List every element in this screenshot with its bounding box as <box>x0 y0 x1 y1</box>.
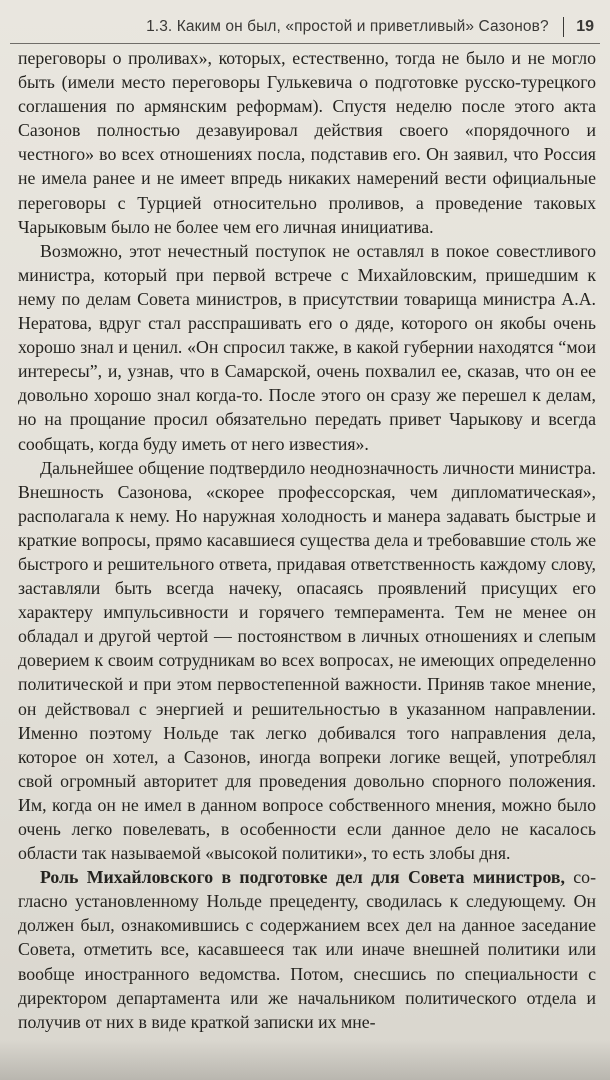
paragraph-1: переговоры о проливах», которых, естественно, тогда не было и не могло быть (имели место переговоры Гулькевича о подготовке русско-турецкого соглашения по армянским реформам). Спустя неделю после этого акта Сазонов полностью дезавуировал действия своего «порядочного и честного» во всех отношениях посла, подставив его. Он заявил, что Россия не имела ранее и не имеет впредь никаких намерений вести официальные переговоры с Турцией относительно проливов, а проведение таковых Чарыковым было не более чем его личная инициатива. <box>18 48 596 237</box>
body-text <box>18 46 596 1034</box>
paragraph-4 <box>18 865 596 1034</box>
paragraph-2: Возможно, этот нечестный поступок не оставлял в покое совестливого министра, который при первой встрече с Михайловским, пришедшим к нему по делам Совета министров, в присутствии товарища министра А.А. Нератова, вдруг стал расспрашивать его о дяде, которого он якобы очень хорошо знал и ценил. «Он спросил также, в какой губернии находятся “мои интересы”, и, узнав, что в Самарской, очень похвалил ее, сказав, что он ее довольно хорошо знал когда-то. После этого он сразу же перешел к делам, но на прощание просил обязательно передать привет Чарыкову и всегда сообщать, когда буду иметь от него известия». <box>18 240 596 454</box>
running-title: 1.3. Каким он был, «простой и приветливый» Сазонов? <box>146 18 549 35</box>
paragraph-4-text: согласно установленному Нольде прецеденту, сводилась к следующему. Он должен был, ознакомившись с содержанием всех дел на данное заседание Совета, отметить все, касавшееся так или иначе внешней политики или вообще иностранного ведомства. Потом, снесшись по специальности с директором департамента или же начальником политического отдела и получив от них в виде краткой записки их мне- <box>18 867 596 1032</box>
header-rule <box>10 43 600 44</box>
bold-lead-in: Роль Михайловского в подготовке дел для Совета министров, <box>40 867 565 888</box>
paragraph-3: Дальнейшее общение подтвердило неоднозначность личности министра. Внешность Сазонова, «скорее профессорская, чем дипломатическая», располагала к нему. Но наружная холодность и манера задавать быстрые и краткие вопросы, прямо касавшиеся существа дела и требовавшие столь же быстрого и решительного ответа, придавая ответственность каждому слову, заставляли быть всегда начеку, опасаясь проявлений присущих его характеру импульсивности и горячего темперамента. Тем не менее он обладал и другой чертой — постоянством в личных отношениях и слепым доверием к своим сотрудникам во всех вопросах, не имеющих определенно политической и при этом первостепенной важности. Приняв такое мнение, он действовал с энергией и решительностью в указанном направлении. Именно поэтому Нольде так легко добивался того направления дела, которое он хотел, а Сазонов, иногда вопреки логике вещей, употреблял свой огромный авторитет для проведения довольно спорного положения. Им, когда он не имел в данном вопросе собственного мнения, можно было очень легко повелевать, в особенности если данное дело не касалось области так называемой «высокой политики», то есть злобы дня. <box>18 457 596 864</box>
page-bottom-shadow <box>0 1040 610 1080</box>
header-separator <box>563 17 565 37</box>
page-number: 19 <box>576 18 594 35</box>
running-header <box>18 12 594 42</box>
